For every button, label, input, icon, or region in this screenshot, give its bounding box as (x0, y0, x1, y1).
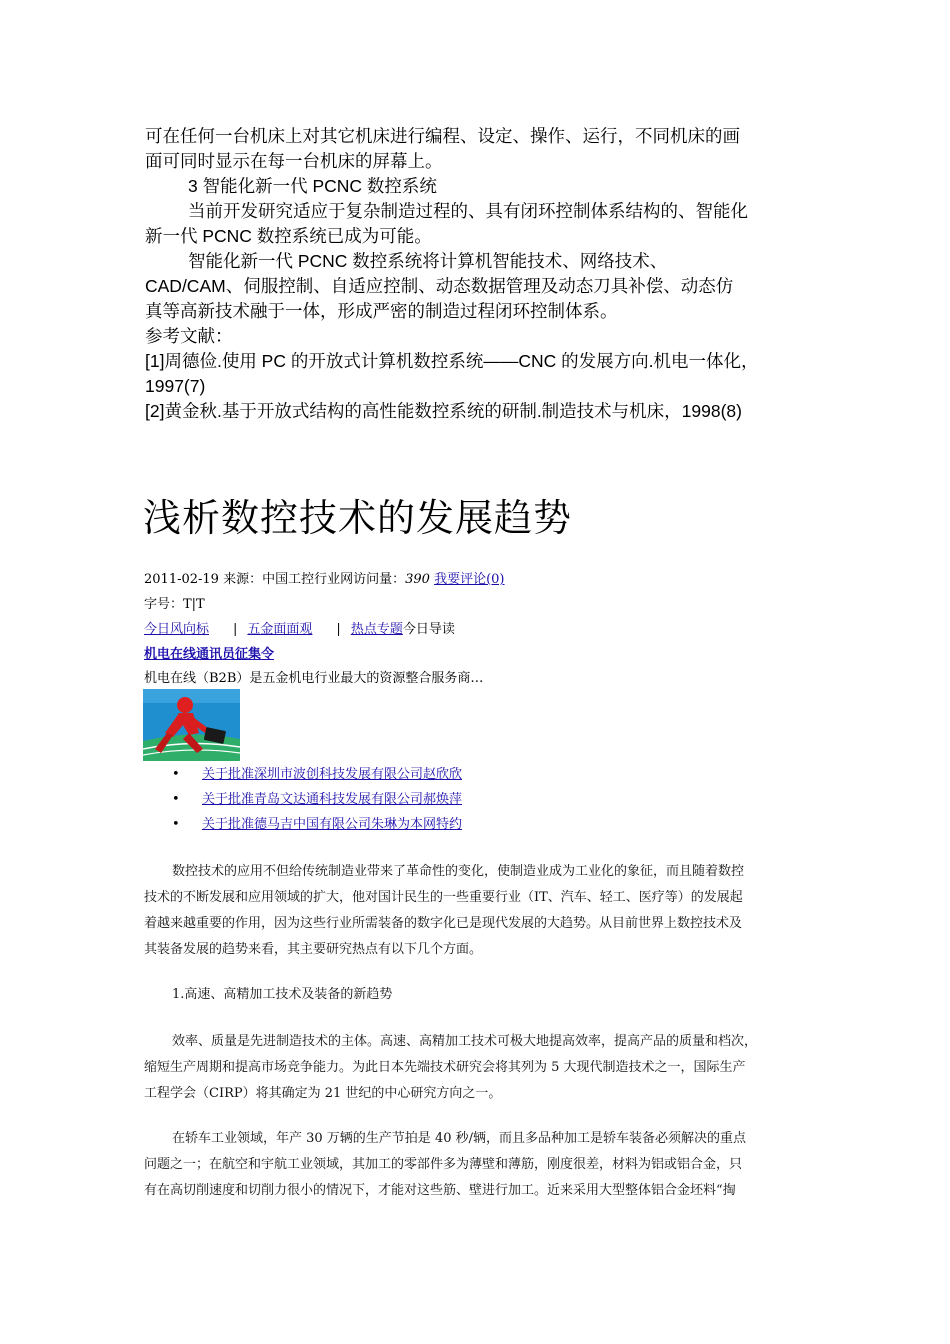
news-link[interactable]: 关于批准德马吉中国有限公司朱琳为本网特约 (202, 817, 463, 832)
section-paragraph (144, 1029, 814, 1107)
bullet-icon: • (172, 792, 180, 807)
bullet-icon: • (172, 767, 180, 782)
nav-separator: | (233, 622, 238, 637)
intro-paragraph (144, 859, 814, 963)
article-title: 浅析数控技术的发展趋势 (143, 496, 573, 540)
font-size-control[interactable]: 字号：T|T (144, 597, 205, 612)
text-line: 效率、质量是先进制造技术的主体。高速、高精加工技术可极大地提高效率，提高产品的质量和档次， (172, 1034, 758, 1049)
topic-nav (144, 618, 455, 637)
article-meta (144, 568, 504, 587)
section-heading: 1.高速、高精加工技术及装备的新趋势 (172, 987, 393, 1002)
text-line: 有在高切削速度和切削力很小的情况下，才能对这些筋、壁进行加工。近来采用大型整体铝合金坯料“掏 (144, 1183, 736, 1198)
nav-link-hardware[interactable]: 五金面面观 (247, 622, 313, 637)
text-line: 智能化新一代 PCNC 数控系统将计算机智能技术、网络技术、 (188, 251, 668, 271)
promo-title-link[interactable]: 机电在线通讯员征集令 (144, 647, 275, 662)
promo-text: 机电在线（B2B）是五金机电行业最大的资源整合服务商… (144, 671, 484, 686)
text-line: 工程学会（CIRP）将其确定为 21 世纪的中心研究方向之一。 (144, 1086, 502, 1101)
list-item (170, 764, 462, 789)
reference-item: [1]周德俭.使用 PC 的开放式计算机数控系统——CNC 的发展方向.机电一体化， (145, 351, 759, 371)
bullet-icon: • (172, 817, 180, 832)
news-link[interactable]: 关于批准青岛文达通科技发展有限公司郝焕萍 (202, 792, 463, 807)
section-heading: 3 智能化新一代 PCNC 数控系统 (188, 176, 437, 196)
text-line: 问题之一；在航空和宇航工业领域，其加工的零部件多为薄壁和薄筋，刚度很差，材料为铝或铝合金，只 (144, 1157, 743, 1172)
reference-item: [2]黄金秋.基于开放式结构的高性能数控系统的研制.制造技术与机床，1998(8) (145, 401, 742, 421)
text-line: 数控技术的应用不但给传统制造业带来了革命性的变化，使制造业成为工业化的象征，而且随着数控 (172, 864, 745, 879)
text-line: CAD/CAM、伺服控制、自适应控制、动态数据管理及动态刀具补偿、动态仿 (145, 276, 734, 296)
reference-item: 1997(7) (145, 376, 206, 396)
list-item (170, 789, 462, 814)
section-paragraph (144, 1126, 814, 1204)
nav-separator: | (336, 622, 341, 637)
news-link[interactable]: 关于批准深圳市波创科技发展有限公司赵欣欣 (202, 767, 463, 782)
nav-link-trends[interactable]: 今日风向标 (144, 622, 210, 637)
list-item (170, 814, 462, 839)
date-source: 2011-02-19 来源：中国工控行业网访问量： (144, 572, 406, 587)
text-line: 其装备发展的趋势来看，其主要研究热点有以下几个方面。 (144, 942, 483, 957)
running-man-icon (143, 689, 240, 761)
news-list (170, 764, 462, 839)
text-line: 新一代 PCNC 数控系统已成为可能。 (145, 226, 432, 246)
references-heading: 参考文献： (145, 326, 233, 346)
continued-text-block (145, 124, 825, 424)
comment-link[interactable]: 我要评论(0) (434, 572, 505, 587)
text-line: 面可同时显示在每一台机床的屏幕上。 (145, 151, 443, 171)
text-line: 缩短生产周期和提高市场竞争能力。为此日本先端技术研究会将其列为 5 大现代制造技术之一，国际生产 (144, 1060, 746, 1075)
text-line: 当前开发研究适应于复杂制造过程的、具有闭环控制体系结构的、智能化 (188, 201, 748, 221)
text-line: 在轿车工业领域，年产 30 万辆的生产节拍是 40 秒/辆，而且多品种加工是轿车装备必须解决的重点 (172, 1131, 746, 1146)
text-line: 可在任何一台机床上对其它机床进行编程、设定、操作、运行，不同机床的画 (145, 126, 740, 146)
text-line: 技术的不断发展和应用领域的扩大，他对国计民生的一些重要行业（IT、汽车、轻工、医疗等）的发展起 (144, 890, 743, 905)
nav-link-hot-topics[interactable]: 热点专题 (350, 622, 403, 637)
nav-tail: 今日导读 (402, 622, 455, 637)
promo-image[interactable] (143, 689, 240, 761)
text-line: 着越来越重要的作用，因为这些行业所需装备的数字化已是现代发展的大趋势。从目前世界上数控技术及 (144, 916, 743, 931)
view-count: 390 (405, 572, 430, 587)
text-line: 真等高新技术融于一体，形成严密的制造过程闭环控制体系。 (145, 301, 618, 321)
